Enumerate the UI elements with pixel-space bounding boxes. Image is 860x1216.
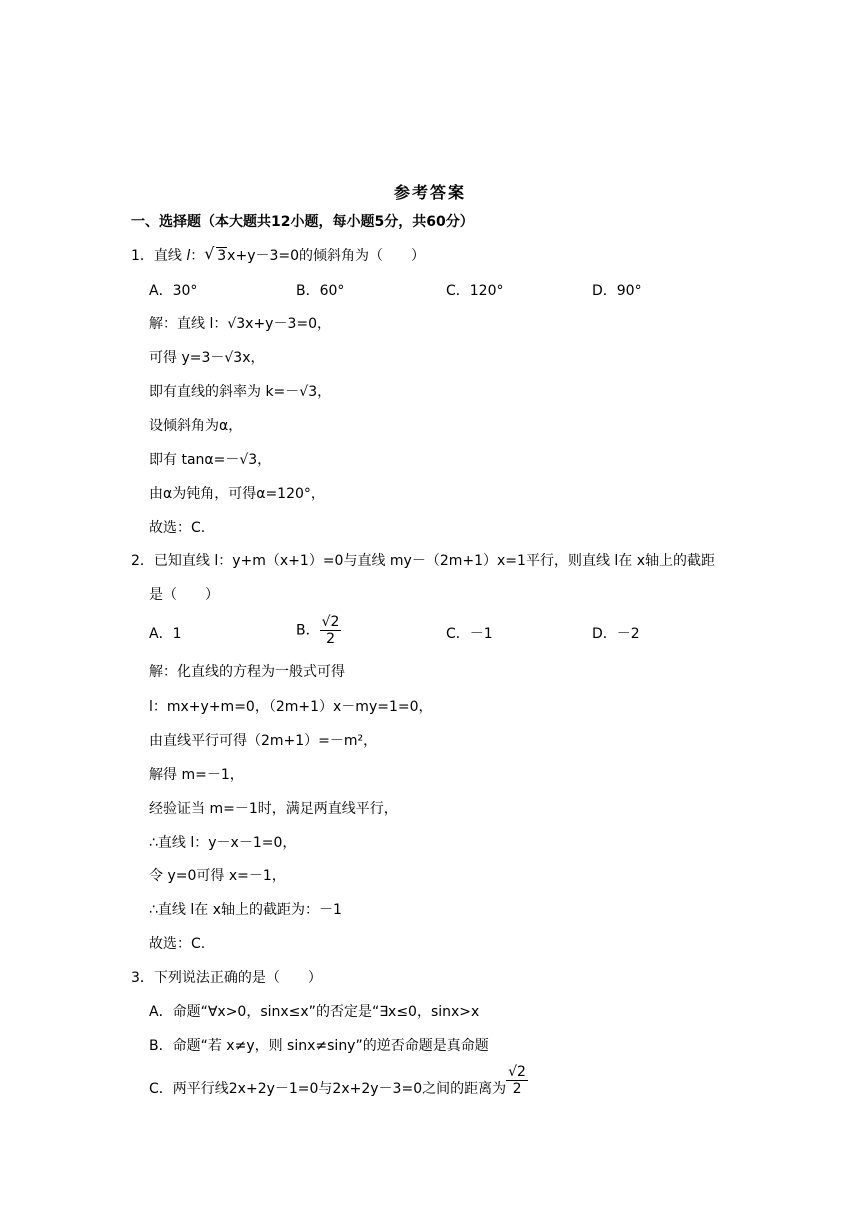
q1-stem-mid: ： — [190, 248, 205, 264]
q2-solution-line: 由直线平行可得（2m+1）=－m²， — [149, 733, 378, 749]
section-heading: 一、选择题（本大题共12小题，每小题5分，共60分） — [131, 214, 474, 230]
question-1-stem — [131, 246, 425, 266]
q1-stem-pre: 1．直线 — [131, 248, 187, 264]
q3-option-c-text: C．两平行线2x+2y－1=0与2x+2y－3=0之间的距离为 — [149, 1080, 507, 1097]
q2-option-d: D．－2 — [592, 626, 640, 642]
q1-solution-line: 即有直线的斜率为 k=－√3， — [149, 384, 332, 400]
q3-option-c — [149, 1064, 528, 1097]
q2-option-b — [296, 614, 341, 647]
q2-solution-line: 故选：C. — [149, 936, 206, 952]
q2-solution-line: ∴直线 l在 x轴上的截距为：－1 — [149, 902, 342, 918]
q1-option-b: B．60° — [296, 283, 345, 299]
q1-solution-line: 故选：C. — [149, 520, 206, 536]
q2-option-b-label: B． — [296, 622, 320, 639]
q2-solution-line: 解得 m=－1， — [149, 767, 244, 783]
fraction — [506, 1064, 528, 1097]
q1-solution-line: 设倾斜角为α， — [149, 418, 243, 434]
q3-option-b: B．命题“若 x≠y，则 sinx≠siny”的逆否命题是真命题 — [149, 1038, 489, 1054]
q1-solution-line: 解：直线 l：√3x+y－3=0， — [149, 316, 332, 332]
sqrt-symbol — [204, 246, 227, 266]
q1-solution-line: 即有 tanα=－√3， — [149, 452, 272, 468]
q1-stem-l: l — [186, 248, 191, 264]
fraction — [320, 614, 342, 647]
q2-option-a: A．1 — [149, 626, 182, 642]
question-2-stem-cont: 是（ ） — [149, 587, 219, 603]
q2-option-c: C．－1 — [446, 626, 493, 642]
q3-option-c-numerator: √2 — [508, 1064, 526, 1080]
q1-stem-sqrt: 3 — [217, 248, 227, 264]
q1-option-d: D．90° — [592, 283, 642, 299]
q2-solution-line: 令 y=0可得 x=－1， — [149, 868, 286, 884]
q2-solution-line: ∴直线 l：y－x－1=0， — [149, 835, 297, 851]
q1-option-a: A．30° — [149, 283, 198, 299]
q1-solution-line: 由α为钝角，可得α=120°， — [149, 486, 325, 502]
question-3-stem: 3．下列说法正确的是（ ） — [131, 970, 322, 986]
q2-solution-line: 经验证当 m=－1时，满足两直线平行， — [149, 801, 398, 817]
q2-option-b-denominator: 2 — [326, 631, 335, 647]
q2-solution-line: 解：化直线的方程为一般式可得 — [149, 664, 345, 680]
q2-solution-line: l：mx+y+m=0，（2m+1）x－my=1=0， — [149, 699, 433, 715]
question-2-stem: 2．已知直线 l：y+m（x+1）=0与直线 my－（2m+1）x=1平行，则直线 l在 x轴上的截距 — [131, 553, 716, 569]
page-title: 参考答案 — [393, 183, 466, 202]
q3-option-c-denominator: 2 — [512, 1081, 522, 1097]
q1-solution-line: 可得 y=3－√3x， — [149, 350, 265, 366]
q1-stem-post: x+y－3=0的倾斜角为（ ） — [227, 248, 426, 264]
q2-option-b-numerator: √2 — [321, 614, 340, 630]
q1-option-c: C．120° — [446, 283, 504, 299]
q3-option-a: A．命题“∀x>0，sinx≤x”的否定是“∃x≤0，sinx>x — [149, 1004, 480, 1020]
